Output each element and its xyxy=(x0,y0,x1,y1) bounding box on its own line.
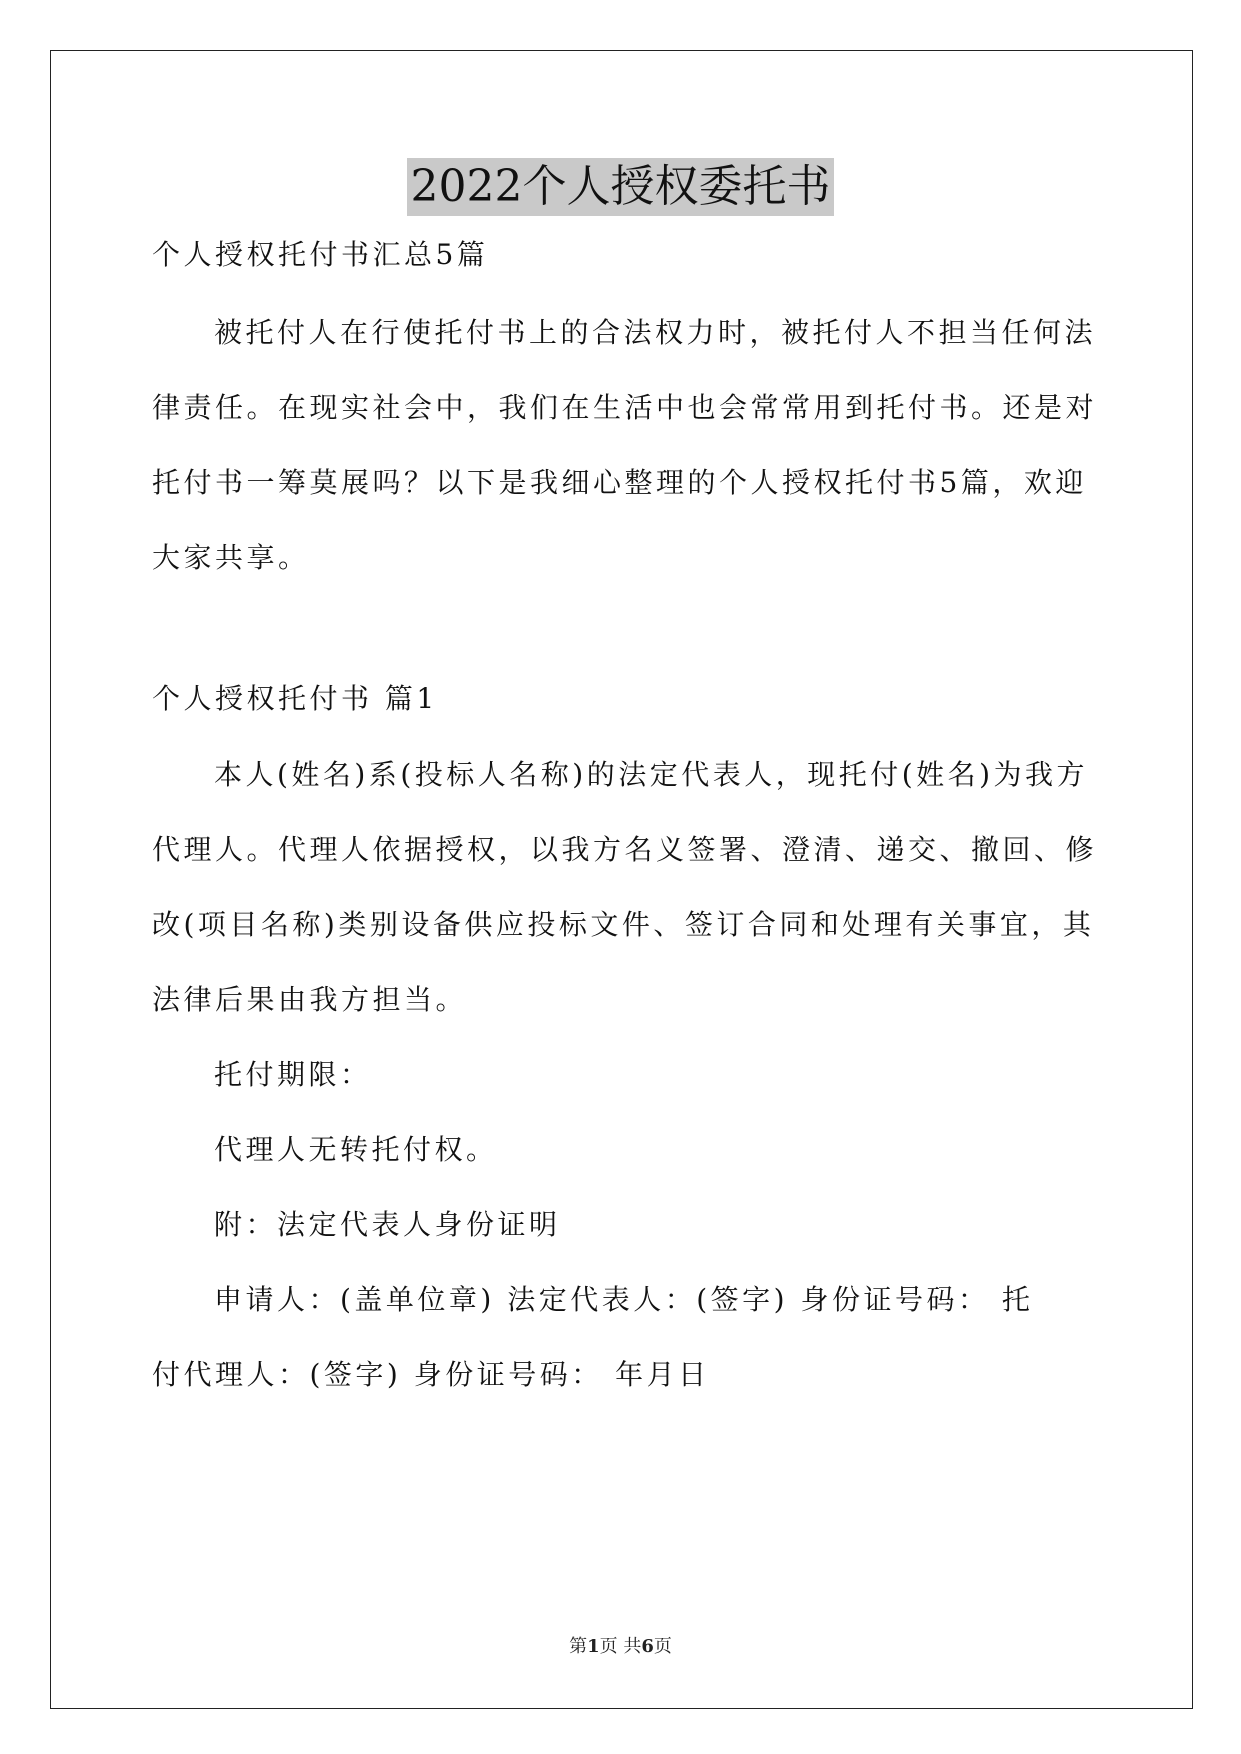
paragraph-line: 申请人：(盖单位章) 法定代表人：(签字) 身份证号码： 托 xyxy=(214,1283,1034,1316)
paragraph-line: 改(项目名称)类别设备供应投标文件、签订合同和处理有关事宜，其 xyxy=(152,908,1095,941)
paragraph-line: 律责任。在现实社会中，我们在生活中也会常常用到托付书。还是对 xyxy=(152,391,1098,424)
paragraph-line: 代理人。代理人依据授权，以我方名义签署、澄清、递交、撤回、修 xyxy=(152,833,1098,866)
paragraph-line: 附：法定代表人身份证明 xyxy=(214,1208,561,1241)
section-heading: 个人授权托付书 篇1 xyxy=(152,682,438,715)
title-wrap xyxy=(0,158,1241,216)
footer-suffix: 页 xyxy=(653,1636,672,1657)
paragraph-line: 大家共享。 xyxy=(152,541,310,574)
paragraph-line: 被托付人在行使托付书上的合法权力时，被托付人不担当任何法 xyxy=(214,316,1097,349)
document-title: 2022个人授权委托书 xyxy=(407,158,835,216)
summary-heading: 个人授权托付书汇总5篇 xyxy=(152,238,489,271)
page-footer xyxy=(0,1632,1241,1658)
paragraph-line: 代理人无转托付权。 xyxy=(214,1133,498,1166)
page-border xyxy=(50,50,1193,1709)
footer-prefix: 第 xyxy=(569,1636,588,1657)
paragraph-line: 托付期限： xyxy=(214,1058,372,1091)
paragraph-line: 付代理人：(签字) 身份证号码： 年月日 xyxy=(152,1358,710,1391)
paragraph-line: 本人(姓名)系(投标人名称)的法定代表人，现托付(姓名)为我方 xyxy=(214,758,1089,791)
current-page-number: 1 xyxy=(587,1636,600,1657)
footer-middle: 页 共 xyxy=(599,1636,642,1657)
paragraph-line: 托付书一筹莫展吗？以下是我细心整理的个人授权托付书5篇，欢迎 xyxy=(152,466,1087,499)
paragraph-line: 法律后果由我方担当。 xyxy=(152,983,468,1016)
total-pages-number: 6 xyxy=(641,1636,654,1657)
